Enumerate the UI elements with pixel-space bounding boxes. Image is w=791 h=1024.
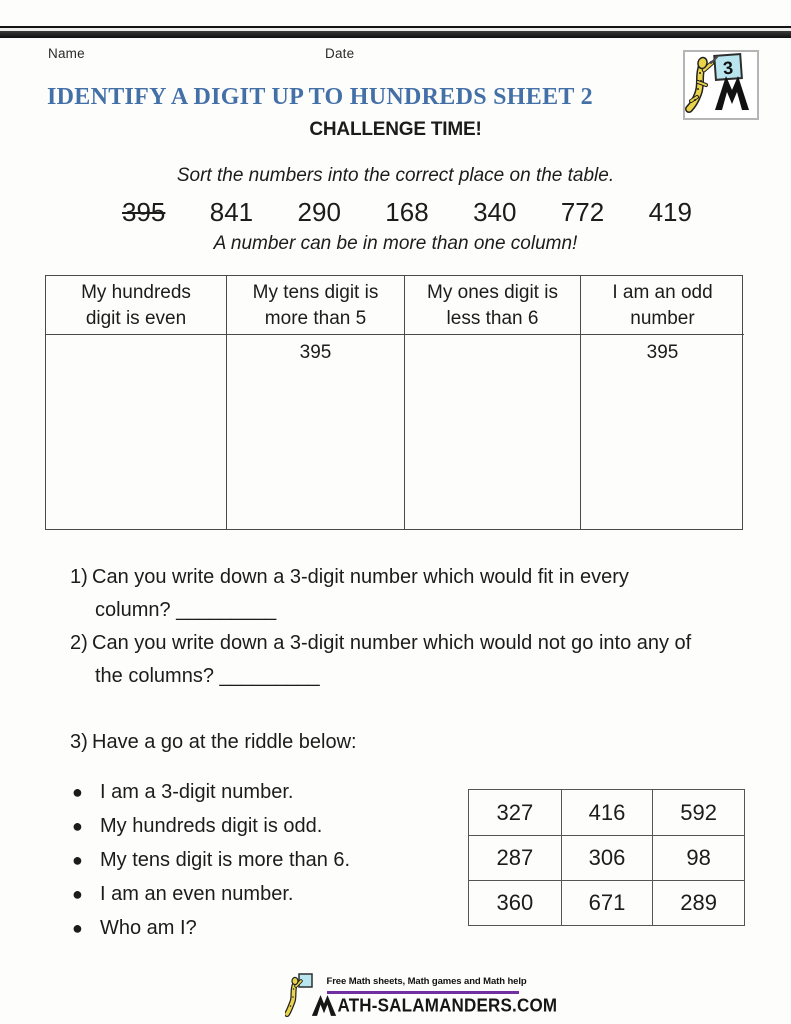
table-cell	[46, 334, 226, 529]
number-item: 290	[297, 197, 341, 227]
bullet-item	[72, 877, 452, 911]
question-item	[70, 561, 750, 594]
bullet-icon: ●	[72, 884, 83, 904]
riddle-bullet-list	[72, 775, 452, 945]
worksheet-logo	[683, 50, 759, 120]
bullet-icon: ●	[72, 918, 83, 938]
footer-site	[311, 994, 558, 1017]
footer	[0, 971, 791, 1017]
grid-cell: 287	[469, 835, 561, 880]
bullet-text: My hundreds digit is odd.	[100, 815, 323, 837]
bullet-text: Who am I?	[100, 917, 197, 939]
bullet-item	[72, 775, 452, 809]
challenge-heading: CHALLENGE TIME!	[309, 119, 482, 140]
bullet-icon: ●	[72, 850, 83, 870]
question-blank-line: the columns? _________	[95, 665, 320, 687]
m-logo-icon	[311, 994, 337, 1017]
grid-cell: 360	[469, 880, 561, 925]
sort-note: A number can be in more than one column!	[213, 233, 578, 254]
salamander-writing-icon	[685, 52, 753, 114]
table-header-cell: My ones digit is less than 6	[404, 276, 580, 334]
grid-cell: 327	[496, 799, 534, 825]
question-number: 3)	[70, 731, 88, 753]
grid-cell: 592	[652, 790, 744, 835]
table-header-cell: My hundreds digit is even	[81, 282, 191, 329]
top-rule	[0, 26, 791, 38]
table-cell: 395	[226, 334, 404, 529]
question-text: Can you write down a 3-digit number which would not go into any of	[92, 632, 692, 654]
footer-tagline: Free Math sheets, Math games and Math help	[326, 976, 527, 987]
questions-block	[70, 561, 750, 693]
table-cell	[404, 334, 580, 529]
grid-cell: 289	[652, 880, 744, 925]
number-item: 395	[122, 197, 166, 227]
bullet-item	[72, 911, 452, 945]
bullet-icon: ●	[72, 816, 83, 836]
grid-cell: 98	[652, 835, 744, 880]
table-cell: 395	[580, 334, 744, 529]
question-item	[70, 627, 750, 660]
number-item: 772	[560, 197, 605, 227]
question-blank-line: column? _________	[95, 599, 277, 621]
number-item: 168	[385, 197, 429, 227]
bullet-icon: ●	[72, 782, 83, 802]
table-header-cell: My tens digit is more than 5	[226, 276, 404, 334]
footer-site-text: ATH-SALAMANDERS.COM	[337, 995, 558, 1016]
question-text: Can you write down a 3-digit number which would fit in every	[92, 566, 629, 588]
page-title: IDENTIFY A DIGIT UP TO HUNDREDS SHEET 2	[47, 84, 593, 110]
question-number: 1)	[70, 566, 88, 588]
number-item: 419	[648, 197, 692, 227]
question-number: 2)	[70, 632, 88, 654]
logo-number: 3	[722, 57, 734, 79]
numbers-row	[122, 197, 692, 227]
bullet-item	[72, 809, 452, 843]
riddle-heading	[70, 731, 357, 754]
grid-cell: 671	[561, 880, 653, 925]
number-item: 841	[209, 197, 254, 227]
sort-instruction: Sort the numbers into the correct place on the table.	[176, 165, 615, 186]
bullet-text: I am a 3-digit number.	[100, 781, 294, 803]
table-header-cell: I am an odd number	[580, 276, 744, 334]
riddle-heading-text: Have a go at the riddle below:	[92, 731, 357, 753]
bullet-text: My tens digit is more than 6.	[100, 849, 351, 871]
bullet-item	[72, 843, 452, 877]
name-label: Name	[48, 46, 85, 61]
numbers-grid	[468, 789, 745, 926]
grid-cell: 306	[561, 835, 653, 880]
sort-table	[45, 275, 743, 530]
date-label: Date	[325, 46, 355, 61]
m-logo-icon	[715, 76, 749, 110]
bullet-text: I am an even number.	[100, 883, 294, 905]
grid-cell: 416	[561, 790, 653, 835]
number-item: 340	[473, 197, 517, 227]
